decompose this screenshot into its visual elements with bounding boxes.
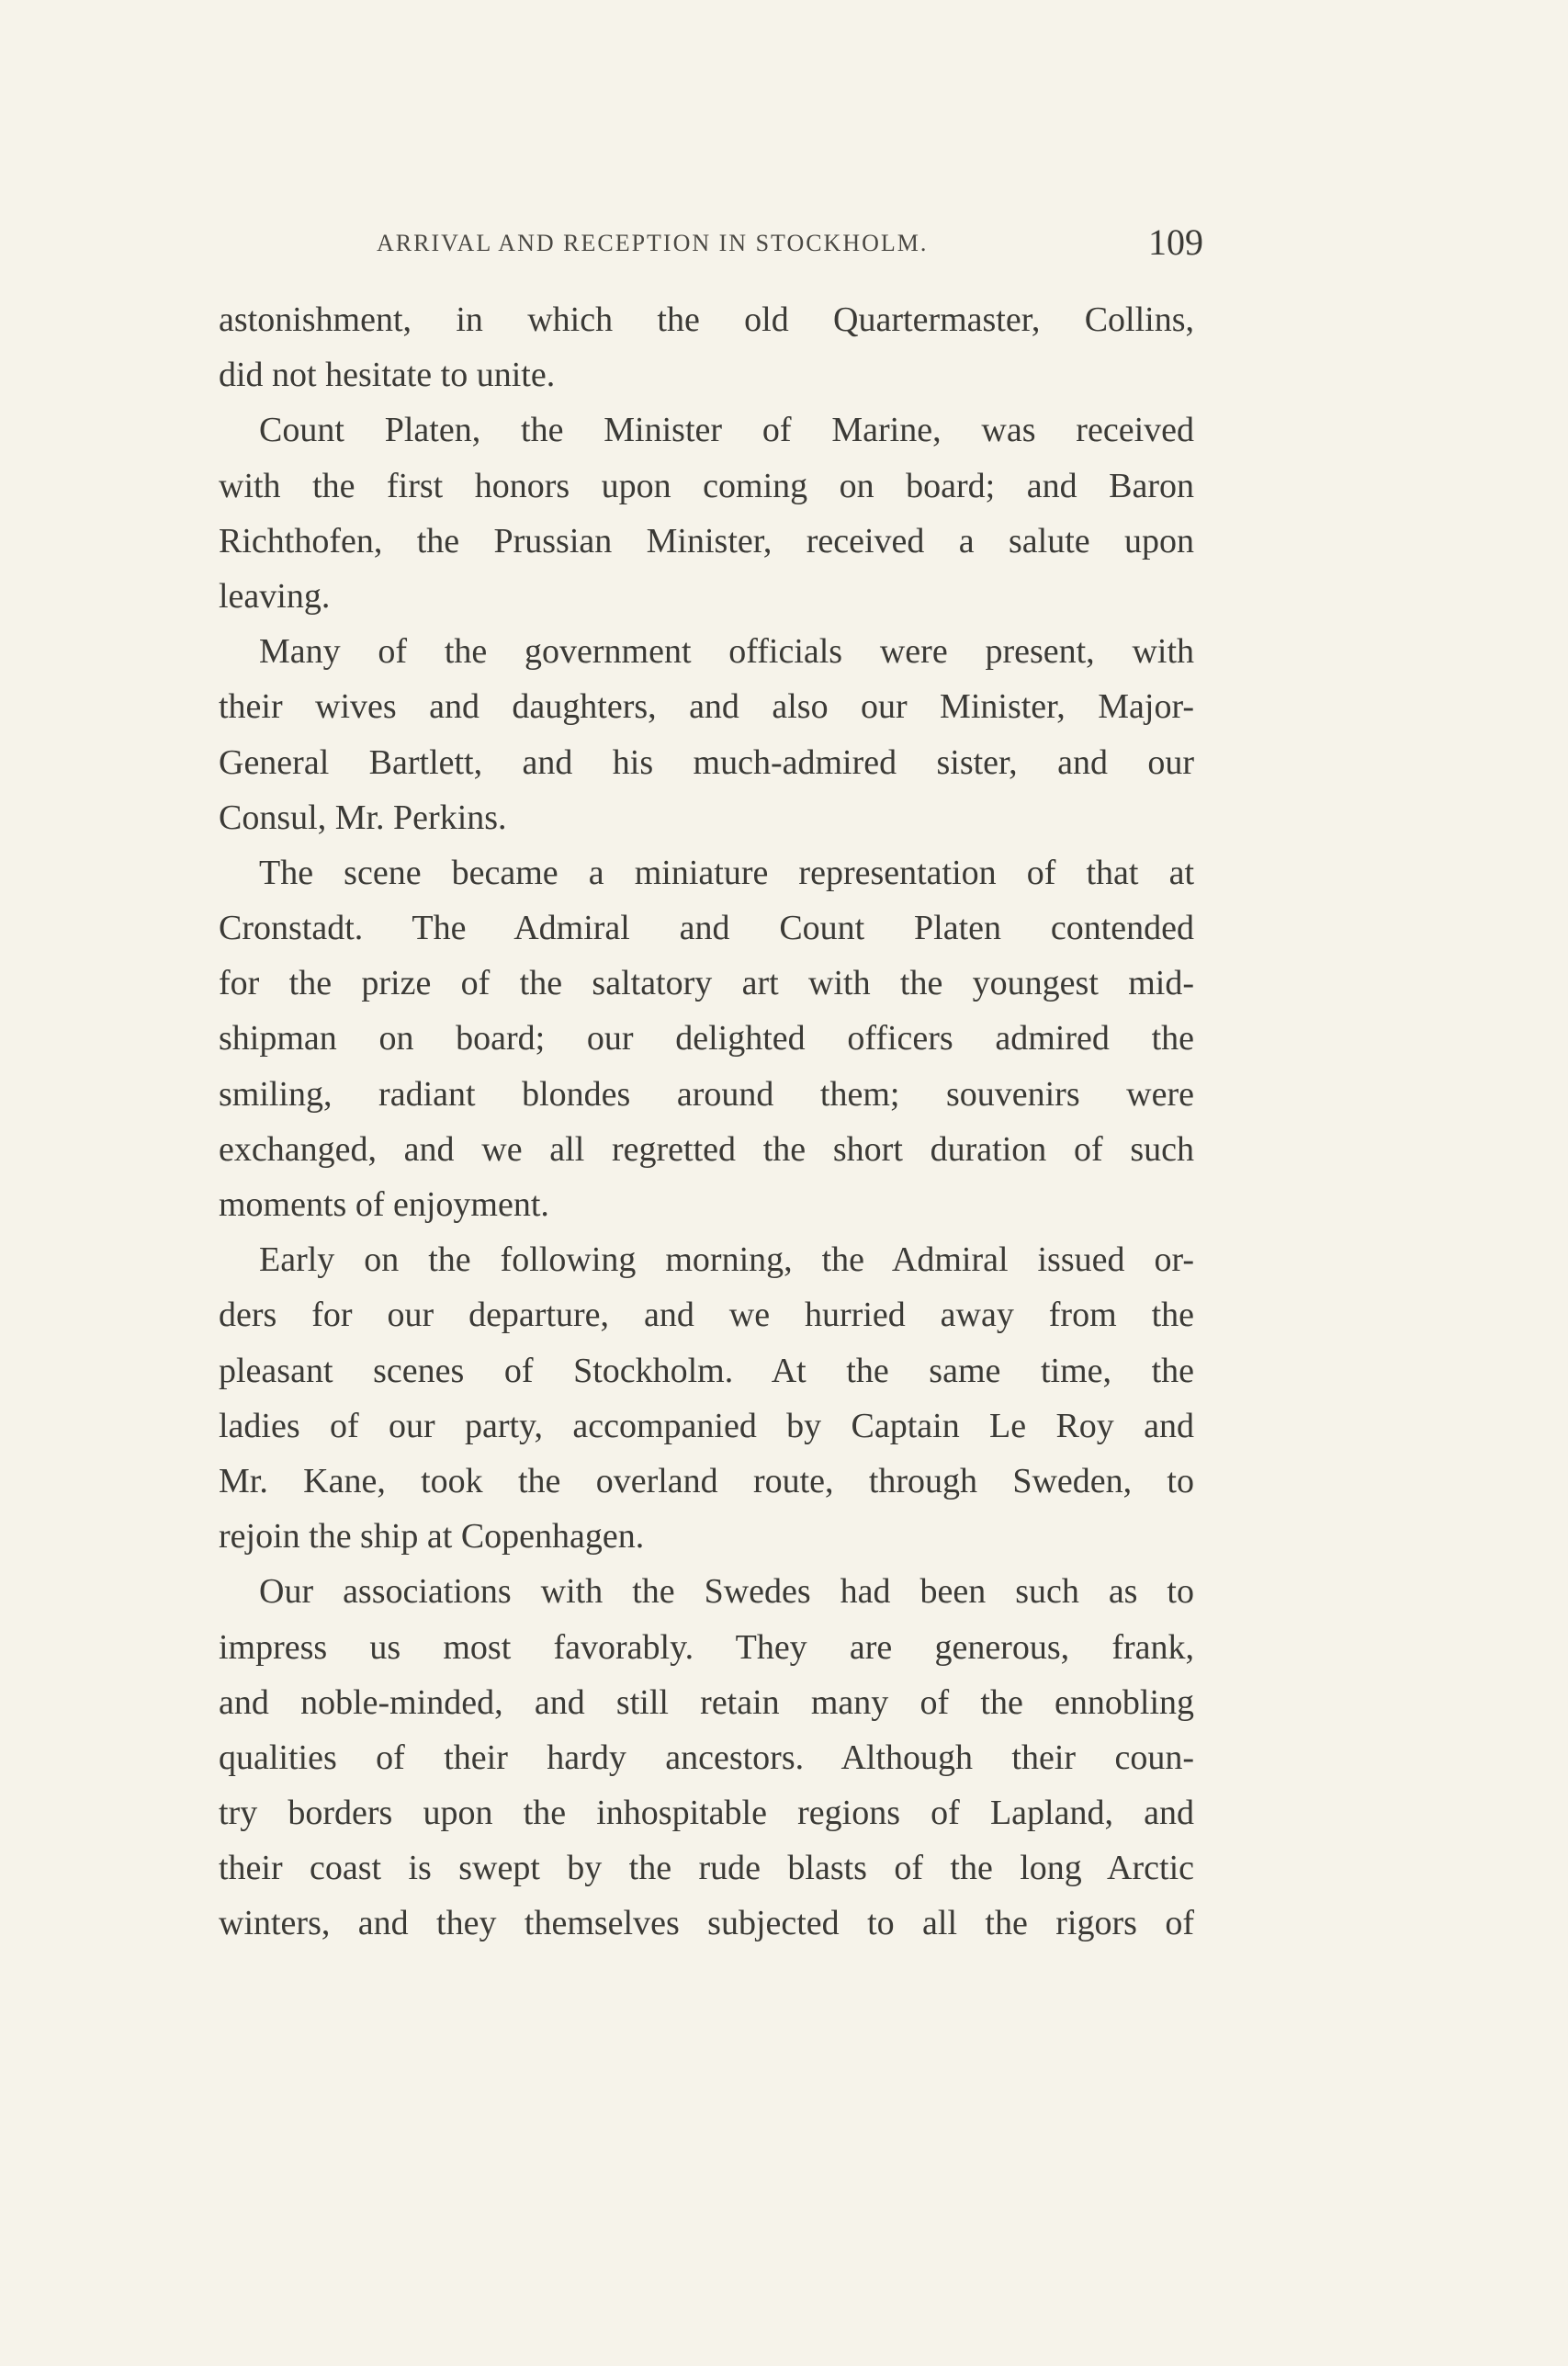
text-line: their coast is swept by the rude blasts of the long Arctic <box>219 1849 1194 1888</box>
text-line: shipman on board; our delighted officers admired the <box>219 1019 1194 1058</box>
text-line: Count Platen, the Minister of Marine, was received <box>259 411 1194 450</box>
text-line: rejoin the ship at Copenhagen. <box>219 1517 645 1557</box>
text-line: smiling, radiant blondes around them; souvenirs were <box>219 1074 1194 1114</box>
text-line: and noble-minded, and still retain many of the ennobling <box>219 1682 1194 1722</box>
text-line: exchanged, and we all regretted the short duration of such <box>219 1129 1194 1169</box>
text-line: Early on the following morning, the Admiral issued or- <box>259 1240 1194 1280</box>
text-line: qualities of their hardy ancestors. Although their coun- <box>219 1738 1194 1777</box>
text-line: did not hesitate to unite. <box>219 356 556 395</box>
running-head <box>377 221 1203 266</box>
text-line: astonishment, in which the old Quartermaster, Collins, <box>219 300 1194 339</box>
text-line: for the prize of the saltatory art with the youngest mid- <box>219 964 1194 1003</box>
text-line: pleasant scenes of Stockholm. At the same time, the <box>219 1351 1194 1390</box>
text-line: moments of enjoyment. <box>219 1185 549 1224</box>
text-line: Richthofen, the Prussian Minister, received a salute upon <box>219 521 1194 560</box>
text-line: General Bartlett, and his much-admired sister, and our <box>219 742 1194 782</box>
text-line: impress us most favorably. They are generous, frank, <box>219 1627 1194 1667</box>
text-line: leaving. <box>219 576 331 616</box>
body-text <box>219 292 1194 1952</box>
text-line: Our associations with the Swedes had been such as to <box>259 1572 1194 1612</box>
text-line: their wives and daughters, and also our Minister, Major- <box>219 687 1194 727</box>
page-number: 109 <box>1148 221 1203 263</box>
text-line: Many of the government officials were present, with <box>259 632 1194 672</box>
text-line: try borders upon the inhospitable regions of Lapland, and <box>219 1794 1194 1833</box>
text-line: ders for our departure, and we hurried away from the <box>219 1296 1194 1335</box>
text-line: Cronstadt. The Admiral and Count Platen contended <box>219 909 1194 948</box>
text-line: winters, and they themselves subjected to all the rigors of <box>219 1904 1194 1943</box>
text-line: The scene became a miniature representation of that at <box>259 853 1194 892</box>
running-title: ARRIVAL AND RECEPTION IN STOCKHOLM. <box>377 230 929 256</box>
text-line: Consul, Mr. Perkins. <box>219 798 507 837</box>
text-line: with the first honors upon coming on board; and Baron <box>219 466 1194 505</box>
text-line: ladies of our party, accompanied by Captain Le Roy and <box>219 1406 1194 1445</box>
text-line: Mr. Kane, took the overland route, through Sweden, to <box>219 1461 1194 1500</box>
